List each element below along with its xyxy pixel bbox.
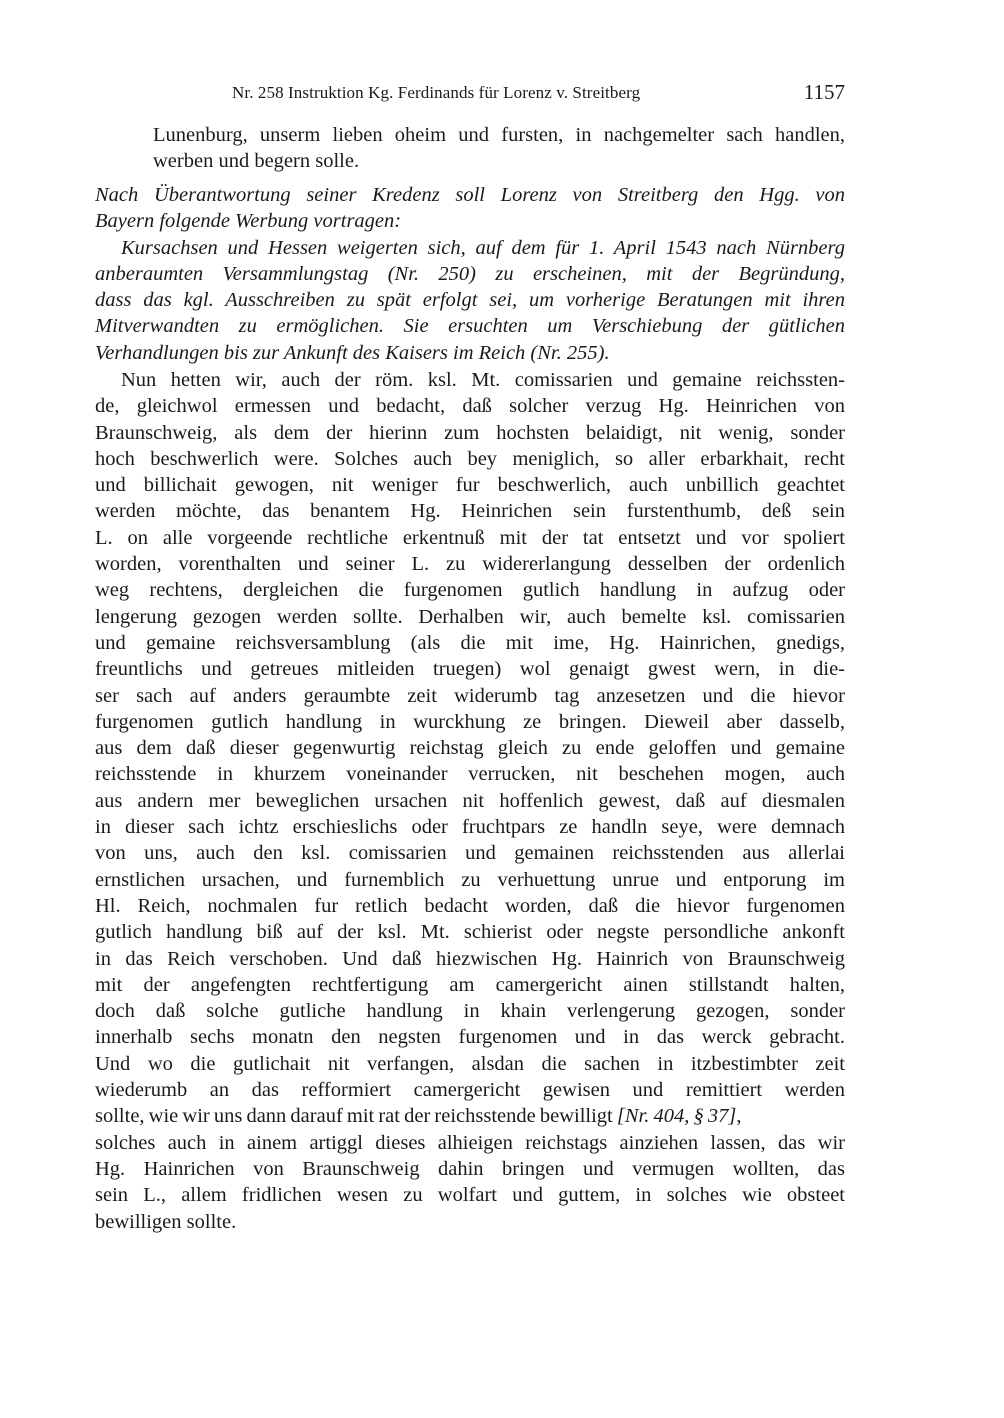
text-line-content: werben und begern solle. bbox=[153, 150, 360, 173]
text-line bbox=[95, 972, 845, 998]
text-line bbox=[95, 551, 845, 577]
text-line-content: Nach Überantwortung seiner Kredenz soll Lorenz von Streitberg den Hgg. von bbox=[95, 184, 845, 206]
text-line bbox=[95, 1130, 845, 1156]
text-line bbox=[95, 393, 845, 419]
text-line-content: ernstlichen ursachen, und furnemblich zu verhuettung unrue und entporung im bbox=[95, 868, 845, 891]
text-line-content: aus dem daß dieser gegenwurtig reichstag gleich zu ende geloffen und gemaine bbox=[95, 737, 845, 760]
text-line-content: sein L., allem fridlichen wesen zu wolfart und guttem, in solches wie obsteet bbox=[95, 1184, 845, 1207]
text-line bbox=[95, 1024, 845, 1050]
text-line-content: Verhandlungen bis zur Ankunft des Kaisers im Reich (Nr. 255). bbox=[95, 341, 610, 364]
text-line bbox=[95, 840, 845, 866]
text-line-content: Braunschweig, als dem der hierinn zum hochsten belaidigt, nit wenig, sonder bbox=[95, 421, 845, 444]
text-line bbox=[95, 182, 845, 208]
text-line-content: solches auch in ainem artiggl dieses alhieigen reichstags ainziehen lassen, das wir bbox=[95, 1131, 845, 1154]
text-line-content: sollte, wie wir uns dann darauf mit rat der reichsstende bewilligt bbox=[95, 1105, 617, 1128]
punctuation: , bbox=[736, 1105, 742, 1128]
text-line-content: Hl. Reich, nochmalen fur retlich bedacht worden, daß die hievor furgenomen bbox=[95, 894, 845, 917]
running-header bbox=[95, 80, 845, 106]
text-line-content: anberaumten Versammlungstag (Nr. 250) zu erscheinen, mit der Begründung, bbox=[95, 262, 845, 285]
text-line bbox=[95, 683, 845, 709]
text-line bbox=[95, 1103, 845, 1129]
text-line bbox=[95, 1209, 845, 1235]
text-line bbox=[95, 709, 845, 735]
intro-paragraph bbox=[153, 122, 845, 175]
text-line bbox=[95, 814, 845, 840]
text-line-content: und gemaine reichsversamblung (als die mit ime, Hg. Hainrichen, gnedigs, bbox=[95, 631, 845, 654]
text-line bbox=[95, 472, 845, 498]
text-line bbox=[95, 1051, 845, 1077]
cross-reference: [Nr. 404, § 37] bbox=[616, 1105, 737, 1128]
text-line-content: L. on alle vorgeende rechtliche erkentnuß mit der tat entsetzt und vor spoliert bbox=[95, 526, 845, 549]
text-line-content: ser sach auf anders geraumbte zeit widerumb tag anzesetzen und die hievor bbox=[95, 684, 845, 707]
text-line-content: de, gleichwol ermessen und bedacht, daß solcher verzug Hg. Heinrichen von bbox=[95, 395, 845, 418]
text-line bbox=[95, 867, 845, 893]
text-line-content: doch daß solche gutliche handlung in khain verlengerung gezogen, sonder bbox=[95, 1000, 845, 1023]
text-line-content: furgenomen gutlich handlung in wurckhung ze bringen. Dieweil aber dasselb, bbox=[95, 710, 845, 733]
text-line bbox=[95, 446, 845, 472]
summary-body bbox=[95, 235, 845, 366]
summary-heading bbox=[95, 182, 845, 235]
text-line-content: Bayern folgende Werbung vortragen: bbox=[95, 210, 402, 233]
text-line bbox=[95, 919, 845, 945]
text-line bbox=[153, 122, 845, 148]
running-title: Nr. 258 Instruktion Kg. Ferdinands für Lorenz v. Streitberg bbox=[232, 83, 641, 102]
text-line bbox=[95, 656, 845, 682]
text-line bbox=[95, 604, 845, 630]
text-line-content: und billichait gewogen, nit weniger fur beschwerlich, auch unbillich geachtet bbox=[95, 474, 845, 497]
text-line bbox=[95, 235, 845, 261]
text-line-content: gutlich handlung biß auf der ksl. Mt. schierist oder negste persondliche ankonft bbox=[95, 921, 845, 944]
text-line bbox=[95, 1182, 845, 1208]
text-line-content: aus andern mer beweglichen ursachen nit hoffenlich gewest, daß auf diesmalen bbox=[95, 789, 845, 812]
text-line bbox=[95, 340, 845, 366]
text-line-content: freuntlichs und getreues mitleiden truegen) wol genaigt gwest wern, in die- bbox=[95, 658, 845, 681]
text-line-content: hoch beschwerlich were. Solches auch bey meniglich, so aller erbarkhait, recht bbox=[95, 447, 845, 470]
text-line bbox=[95, 287, 845, 313]
text-line bbox=[95, 577, 845, 603]
text-line-content: von uns, auch den ksl. comissarien und gemainen reichsstenden aus allerlai bbox=[95, 842, 845, 865]
text-line-content: mit der angefengten rechtfertigung am camergericht ainen stillstandt halten, bbox=[95, 973, 845, 996]
page-number: 1157 bbox=[803, 80, 845, 104]
text-line bbox=[95, 630, 845, 656]
text-line-content: Und wo die gutlichait nit verfangen, alsdan die sachen in itzbestimbter zeit bbox=[95, 1052, 845, 1075]
text-line bbox=[95, 788, 845, 814]
editorial-summary bbox=[95, 182, 845, 366]
text-line-content: weg rechtens, dergleichen die furgenomen gutlich handlung in aufzug oder bbox=[95, 579, 845, 602]
text-line bbox=[95, 367, 845, 393]
text-line bbox=[95, 313, 845, 339]
main-paragraph bbox=[95, 367, 845, 1235]
text-line bbox=[95, 998, 845, 1024]
text-line-content: Nun hetten wir, auch der röm. ksl. Mt. comissarien und gemaine reichssten- bbox=[121, 369, 845, 391]
text-line bbox=[153, 148, 845, 174]
text-line-content: innerhalb sechs monatn den negsten furgenomen und in das werck gebracht. bbox=[95, 1026, 845, 1049]
text-line bbox=[95, 525, 845, 551]
text-line-content: dass das kgl. Ausschreiben zu spät erfolgt sei, um vorherige Beratungen mit ihren bbox=[95, 289, 845, 312]
text-line-content: in dieser sach ichtz erschieslichs oder fruchtpars ze handln seye, were demnach bbox=[95, 816, 845, 839]
text-line bbox=[95, 893, 845, 919]
text-line-content: bewilligen sollte. bbox=[95, 1210, 237, 1233]
text-line bbox=[95, 761, 845, 787]
text-line bbox=[95, 735, 845, 761]
text-line bbox=[95, 208, 845, 234]
text-line-content: lengerung gezogen werden sollte. Derhalben wir, auch bemelte ksl. comissarien bbox=[95, 605, 845, 628]
text-line-content: in das Reich verschoben. Und daß hiezwischen Hg. Hainrich von Braunschweig bbox=[95, 947, 845, 970]
text-line bbox=[95, 261, 845, 287]
text-line-content: wiederumb an das refformiert camergericht gewisen und remittiert werden bbox=[95, 1079, 845, 1102]
text-line-content: Kursachsen und Hessen weigerten sich, auf dem für 1. April 1543 nach Nürnberg bbox=[121, 236, 845, 259]
text-line-content: Mitverwandten zu ermöglichen. Sie ersuchten um Verschiebung der gütlichen bbox=[95, 315, 845, 338]
text-line-content: Hg. Hainrichen von Braunschweig dahin bringen und vermugen wollten, das bbox=[95, 1157, 845, 1180]
text-line bbox=[95, 1077, 845, 1103]
text-line-content: werden möchte, das benantem Hg. Heinrichen sein furstenthumb, deß sein bbox=[95, 500, 845, 523]
text-line-content: Lunenburg, unserm lieben oheim und fursten, in nachgemelter sach handlen, bbox=[153, 124, 845, 146]
text-line-content: reichsstende in khurzem voneinander verrucken, nit beschehen mogen, auch bbox=[95, 763, 845, 786]
text-line bbox=[95, 420, 845, 446]
text-line bbox=[95, 498, 845, 524]
text-line-content: worden, vorenthalten und seiner L. zu widererlangung desselben der ordenlich bbox=[95, 553, 845, 576]
text-line bbox=[95, 1156, 845, 1182]
text-line bbox=[95, 946, 845, 972]
